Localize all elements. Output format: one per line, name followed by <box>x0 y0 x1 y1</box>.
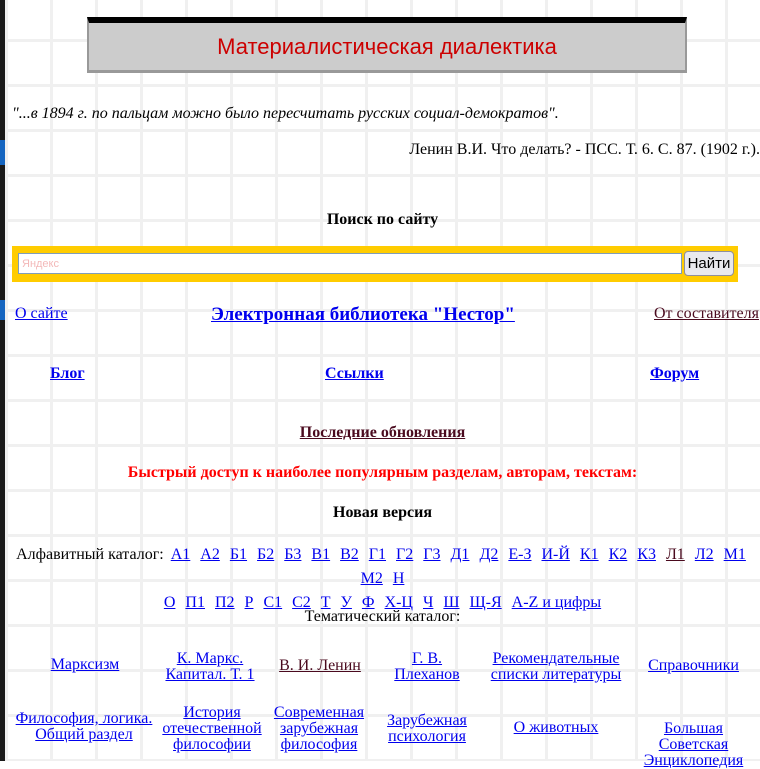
alphabetic-catalog-label: Алфавитный каталог: <box>16 546 164 563</box>
catalog-item-capital <box>150 651 270 683</box>
alphabetic-catalog-link[interactable]: Ф <box>361 594 375 611</box>
catalog-item-contemporary-foreign-philosophy <box>269 705 369 753</box>
alphabetic-catalog-link[interactable]: М2 <box>360 570 383 587</box>
search-input[interactable] <box>18 253 682 274</box>
catalog-item-foreign-psychology <box>377 713 477 745</box>
catalog-link-line: списки литературы <box>490 666 622 683</box>
epigraph-citation: Ленин В.И. Что делать? - ПСС. Т. 6. С. 87. (1902 г.). <box>409 141 760 158</box>
catalog-link-line: Общий раздел <box>35 726 133 743</box>
site-header <box>87 17 687 73</box>
edge-icon <box>0 300 5 320</box>
catalog-link[interactable] <box>274 704 364 753</box>
catalog-link-line: Советская <box>658 736 729 753</box>
catalog-link[interactable] <box>16 710 153 743</box>
alphabetic-catalog-link[interactable]: Д2 <box>479 546 499 563</box>
links-link[interactable]: Ссылки <box>325 365 384 382</box>
catalog-link[interactable] <box>644 720 744 769</box>
alphabetic-catalog-link[interactable]: П2 <box>214 594 235 611</box>
catalog-link[interactable]: О животных <box>513 719 599 736</box>
alphabetic-catalog-link[interactable]: Ч <box>422 594 434 611</box>
site-title: Материалистическая диалектика <box>217 34 557 59</box>
catalog-item-russian-philosophy-history <box>157 705 267 753</box>
alphabetic-catalog-link[interactable]: Е-З <box>508 546 532 563</box>
alphabetic-catalog-link[interactable]: П1 <box>185 594 205 611</box>
catalog-link[interactable] <box>387 712 467 745</box>
catalog-item-reading-lists <box>481 651 631 683</box>
alphabetic-catalog-link[interactable]: В1 <box>311 546 331 563</box>
alphabetic-catalog-link[interactable]: К1 <box>579 546 599 563</box>
alphabetic-catalog-link[interactable]: К2 <box>608 546 628 563</box>
alphabetic-catalog-link[interactable]: A-Z и цифры <box>511 594 602 611</box>
catalog-link[interactable] <box>491 650 622 683</box>
search-bar <box>12 246 738 282</box>
quick-access-heading: Быстрый доступ к наиболее популярным разделам, авторам, текстам: <box>127 464 638 481</box>
alphabetic-catalog-link[interactable]: Б1 <box>229 546 248 563</box>
catalog-item-plekhanov <box>377 651 477 683</box>
catalog-item-marxism <box>30 657 140 673</box>
alphabetic-catalog-link[interactable]: С1 <box>263 594 283 611</box>
catalog-item-lenin <box>260 658 380 674</box>
search-button[interactable]: Найти <box>684 251 734 276</box>
catalog-link-line: психология <box>388 728 466 745</box>
alphabetic-catalog-link[interactable]: У <box>340 594 352 611</box>
catalog-link[interactable] <box>165 650 254 683</box>
alphabetic-catalog-link[interactable]: Л2 <box>694 546 714 563</box>
library-link[interactable]: Электронная библиотека "Нестор" <box>211 304 515 325</box>
catalog-link-line: Плеханов <box>394 666 460 683</box>
page <box>5 0 760 769</box>
alphabetic-catalog-link[interactable]: М1 <box>723 546 746 563</box>
alphabetic-catalog-link[interactable]: С2 <box>292 594 311 611</box>
catalog-item-philosophy-general <box>10 711 158 743</box>
catalog-link-line: Современная <box>273 704 365 721</box>
catalog-link-line: Большая <box>663 720 724 737</box>
alphabetic-catalog-link[interactable]: Б2 <box>257 546 275 563</box>
alphabetic-catalog-link[interactable]: Г3 <box>423 546 441 563</box>
catalog-link-line: зарубежная <box>279 720 359 737</box>
alphabetic-catalog-link[interactable]: Л1 <box>665 546 685 563</box>
alphabetic-catalog-link[interactable]: Щ-Я <box>469 594 502 611</box>
alphabetic-catalog-link[interactable]: О <box>163 594 176 611</box>
edge-icon <box>0 140 5 165</box>
alphabetic-catalog-link[interactable]: Б3 <box>284 546 302 563</box>
catalog-item-great-soviet-encyclopedia <box>640 721 747 769</box>
catalog-link[interactable] <box>394 650 459 683</box>
alphabetic-catalog-link[interactable]: Т <box>320 594 331 611</box>
catalog-link-line: История <box>183 704 241 721</box>
alphabetic-catalog-link[interactable]: Р <box>244 594 254 611</box>
alphabetic-catalog-link[interactable]: Д1 <box>450 546 470 563</box>
catalog-link[interactable]: Справочники <box>648 657 739 674</box>
catalog-link[interactable]: В. И. Ленин <box>279 657 361 674</box>
catalog-link-line: отечественной <box>162 720 262 737</box>
alphabetic-catalog-link[interactable]: Н <box>392 570 405 587</box>
window-edge-strip <box>0 0 5 761</box>
catalog-link-line: Зарубежная <box>387 712 467 729</box>
catalog-link-line: философии <box>173 736 251 753</box>
catalog-link-line: Энциклопедия <box>643 752 744 769</box>
forum-link[interactable]: Форум <box>650 365 700 382</box>
alphabetic-catalog-link[interactable]: К3 <box>637 546 656 563</box>
alphabetic-catalog <box>5 543 760 615</box>
search-heading: Поиск по сайту <box>326 211 439 228</box>
new-version-label: Новая версия <box>333 504 432 521</box>
catalog-link-line: К. Маркс. <box>176 650 244 667</box>
alphabetic-catalog-link[interactable]: А2 <box>200 546 220 563</box>
alphabetic-catalog-link[interactable]: Г1 <box>368 546 387 563</box>
catalog-link-line: Рекомендательные <box>492 650 620 667</box>
alphabetic-catalog-link[interactable]: В2 <box>340 546 359 563</box>
alphabetic-catalog-link[interactable]: Х-Ц <box>384 594 413 611</box>
catalog-link-line: Философия, логика. <box>15 710 153 727</box>
catalog-link-line: Капитал. Т. 1 <box>165 666 255 683</box>
alphabetic-catalog-row-1 <box>168 546 749 587</box>
alphabetic-catalog-link[interactable]: Г2 <box>396 546 414 563</box>
epigraph-quote: "...в 1894 г. по пальцам можно было пересчитать русских социал-демократов". <box>12 105 559 122</box>
catalog-link[interactable] <box>162 704 261 753</box>
from-compiler-link[interactable]: От составителя <box>654 305 759 322</box>
thematic-catalog-label: Тематический каталог: <box>304 608 461 625</box>
blog-link[interactable]: Блог <box>50 365 85 382</box>
about-link[interactable]: О сайте <box>15 305 68 322</box>
catalog-item-animals <box>501 720 611 736</box>
catalog-link-line: философия <box>280 736 358 753</box>
alphabetic-catalog-link[interactable]: И-Й <box>541 546 570 563</box>
catalog-link[interactable]: Марксизм <box>50 656 120 673</box>
alphabetic-catalog-link[interactable]: Ш <box>443 594 460 611</box>
latest-updates-link[interactable]: Последние обновления <box>299 424 466 441</box>
catalog-item-reference <box>635 658 752 674</box>
catalog-link-line: Г. В. <box>411 650 443 667</box>
latest-updates-row <box>5 424 760 442</box>
alphabetic-catalog-link[interactable]: А1 <box>170 546 191 563</box>
